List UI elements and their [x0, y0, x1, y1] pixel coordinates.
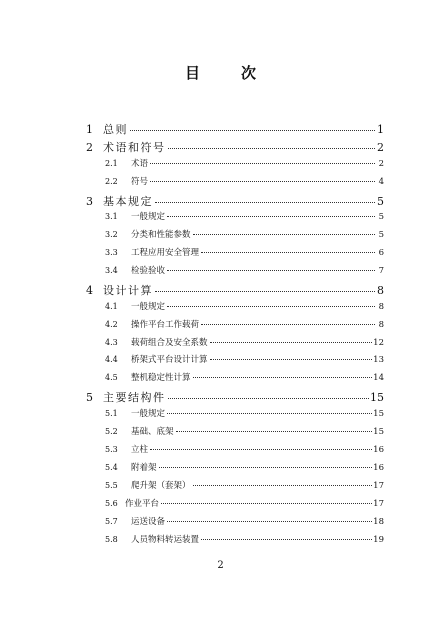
- toc-entry-number: 4.4: [105, 355, 118, 364]
- toc-entry-number: 2: [86, 141, 93, 154]
- toc-entry-page: 8: [377, 284, 384, 297]
- toc-entry-title: 运送设备: [131, 517, 166, 527]
- toc-entry-page: 2: [378, 159, 384, 169]
- toc-entry-page: 8: [378, 320, 384, 330]
- toc-entry-page: 4: [378, 177, 384, 187]
- toc-entry-page: 17: [373, 481, 384, 491]
- dot-leader: [159, 466, 373, 468]
- dot-leader: [167, 269, 375, 271]
- toc-entry-title: 载荷组合及安全系数: [131, 338, 208, 348]
- toc-entry-number: 5.5: [105, 481, 118, 490]
- toc-entry-page: 1: [377, 123, 384, 136]
- toc-entry: [86, 210, 384, 228]
- toc-entry: [86, 533, 384, 551]
- toc-entry-page: 5: [377, 195, 384, 208]
- toc-entry: [86, 139, 384, 157]
- dot-leader: [167, 412, 372, 414]
- toc-entry: [86, 157, 384, 175]
- toc-entry-number: 3.1: [105, 212, 118, 221]
- toc-entry-title: 一般规定: [131, 409, 166, 419]
- toc-entry-title: 基本规定: [103, 195, 153, 208]
- toc-entry-title: 整机稳定性计算: [131, 373, 191, 383]
- toc-entry: [86, 121, 384, 139]
- toc-entry-title: 术语: [131, 159, 149, 169]
- toc-entry-number: 5.8: [105, 535, 118, 544]
- toc-entry-title: 工程应用安全管理: [131, 248, 200, 258]
- dot-leader: [150, 180, 375, 182]
- dot-leader: [167, 520, 372, 522]
- dot-leader: [210, 341, 373, 343]
- toc-entry-page: 5: [378, 230, 384, 240]
- toc-entry-page: 19: [373, 535, 384, 545]
- toc-entry-title: 附着架: [131, 463, 157, 473]
- dot-leader: [168, 147, 376, 149]
- toc-entry-title: 基础、底架: [131, 427, 174, 437]
- toc-entry-page: 15: [370, 391, 384, 404]
- toc-entry-title: 设计计算: [103, 284, 153, 297]
- toc-entry: [86, 193, 384, 211]
- toc-entry-page: 8: [378, 302, 384, 312]
- toc-entry: [86, 425, 384, 443]
- toc-entry-number: 5: [86, 391, 93, 404]
- toc-entry-page: 15: [373, 409, 384, 419]
- toc-entry-page: 16: [373, 463, 384, 473]
- toc-entry-title: 立柱: [131, 445, 149, 455]
- dot-leader: [167, 215, 375, 217]
- toc-entry-title: 爬升架（套架）: [131, 481, 191, 491]
- toc-entry: [86, 479, 384, 497]
- toc-entry-page: 2: [377, 141, 384, 154]
- toc-entry-page: 7: [378, 266, 384, 276]
- toc-entry-number: 3.4: [105, 266, 118, 275]
- toc-entry-title: 主要结构件: [103, 391, 166, 404]
- toc-entry: [86, 407, 384, 425]
- toc-entry-number: 2.1: [105, 159, 118, 168]
- toc-entry-title: 作业平台: [125, 499, 160, 509]
- toc-entry: [86, 497, 384, 515]
- dot-leader: [150, 162, 375, 164]
- toc-entry-title: 检验验收: [131, 266, 166, 276]
- toc-entry-number: 3.3: [105, 248, 118, 257]
- toc-entry: [86, 228, 384, 246]
- toc-entry-page: 13: [373, 355, 384, 365]
- dot-leader: [168, 397, 370, 399]
- toc-entry-number: 3: [86, 195, 93, 208]
- toc-entry-page: 5: [378, 212, 384, 222]
- toc-entry-title: 桥架式平台设计计算: [131, 355, 208, 365]
- toc-entry-number: 5.1: [105, 409, 118, 418]
- toc-entry: [86, 246, 384, 264]
- toc-entry-number: 5.4: [105, 463, 118, 472]
- toc-entry-title: 一般规定: [131, 302, 166, 312]
- toc-entry: [86, 389, 384, 407]
- toc-entry: [86, 461, 384, 479]
- dot-leader: [161, 502, 372, 504]
- dot-leader: [155, 201, 375, 203]
- toc-entry-number: 5.7: [105, 517, 118, 526]
- toc-entry-number: 5.3: [105, 445, 118, 454]
- dot-leader: [193, 376, 373, 378]
- toc-entry-number: 4.5: [105, 373, 118, 382]
- toc-entry-page: 14: [373, 373, 384, 383]
- toc-entry-title: 总则: [103, 123, 128, 136]
- toc-entry: [86, 175, 384, 193]
- toc-entry-page: 17: [373, 499, 384, 509]
- toc-entry: [86, 318, 384, 336]
- toc-entry-title: 分类和性能参数: [131, 230, 191, 240]
- toc-entry-number: 4.3: [105, 338, 118, 347]
- toc-entry: [86, 353, 384, 371]
- dot-leader: [201, 538, 372, 540]
- toc-entry-page: 6: [378, 248, 384, 258]
- toc-entry-number: 1: [86, 123, 93, 136]
- toc-entry: [86, 300, 384, 318]
- toc-entry-page: 15: [373, 427, 384, 437]
- toc-entry-title: 人员物料转运装置: [131, 535, 200, 545]
- toc-entry-page: 12: [373, 338, 384, 348]
- page-title: 目 次: [184, 64, 269, 82]
- dot-leader: [155, 290, 375, 292]
- toc-entry-page: 18: [373, 517, 384, 527]
- toc-entry: [86, 515, 384, 533]
- toc-entry-number: 3.2: [105, 230, 118, 239]
- dot-leader: [150, 448, 372, 450]
- toc-entry: [86, 371, 384, 389]
- dot-leader: [176, 430, 373, 432]
- dot-leader: [130, 129, 375, 131]
- toc-entry-number: 5.6: [105, 499, 118, 508]
- toc-entry-number: 4: [86, 284, 93, 297]
- page-number: 2: [217, 560, 224, 571]
- toc-entry-page: 16: [373, 445, 384, 455]
- toc-entry-number: 4.2: [105, 320, 118, 329]
- toc-entry-title: 符号: [131, 177, 149, 187]
- dot-leader: [167, 305, 375, 307]
- toc-entry-title: 一般规定: [131, 212, 166, 222]
- dot-leader: [201, 251, 375, 253]
- toc-entry: [86, 264, 384, 282]
- toc-entry: [86, 443, 384, 461]
- toc-entry: [86, 336, 384, 354]
- toc-entry-title: 术语和符号: [103, 141, 166, 154]
- dot-leader: [201, 323, 375, 325]
- toc-entry-number: 5.2: [105, 427, 118, 436]
- toc-entry-title: 操作平台工作载荷: [131, 320, 200, 330]
- dot-leader: [210, 358, 373, 360]
- toc-entry-number: 4.1: [105, 302, 118, 311]
- dot-leader: [193, 484, 373, 486]
- toc-entry: [86, 282, 384, 300]
- dot-leader: [193, 233, 375, 235]
- toc-entry-number: 2.2: [105, 177, 118, 186]
